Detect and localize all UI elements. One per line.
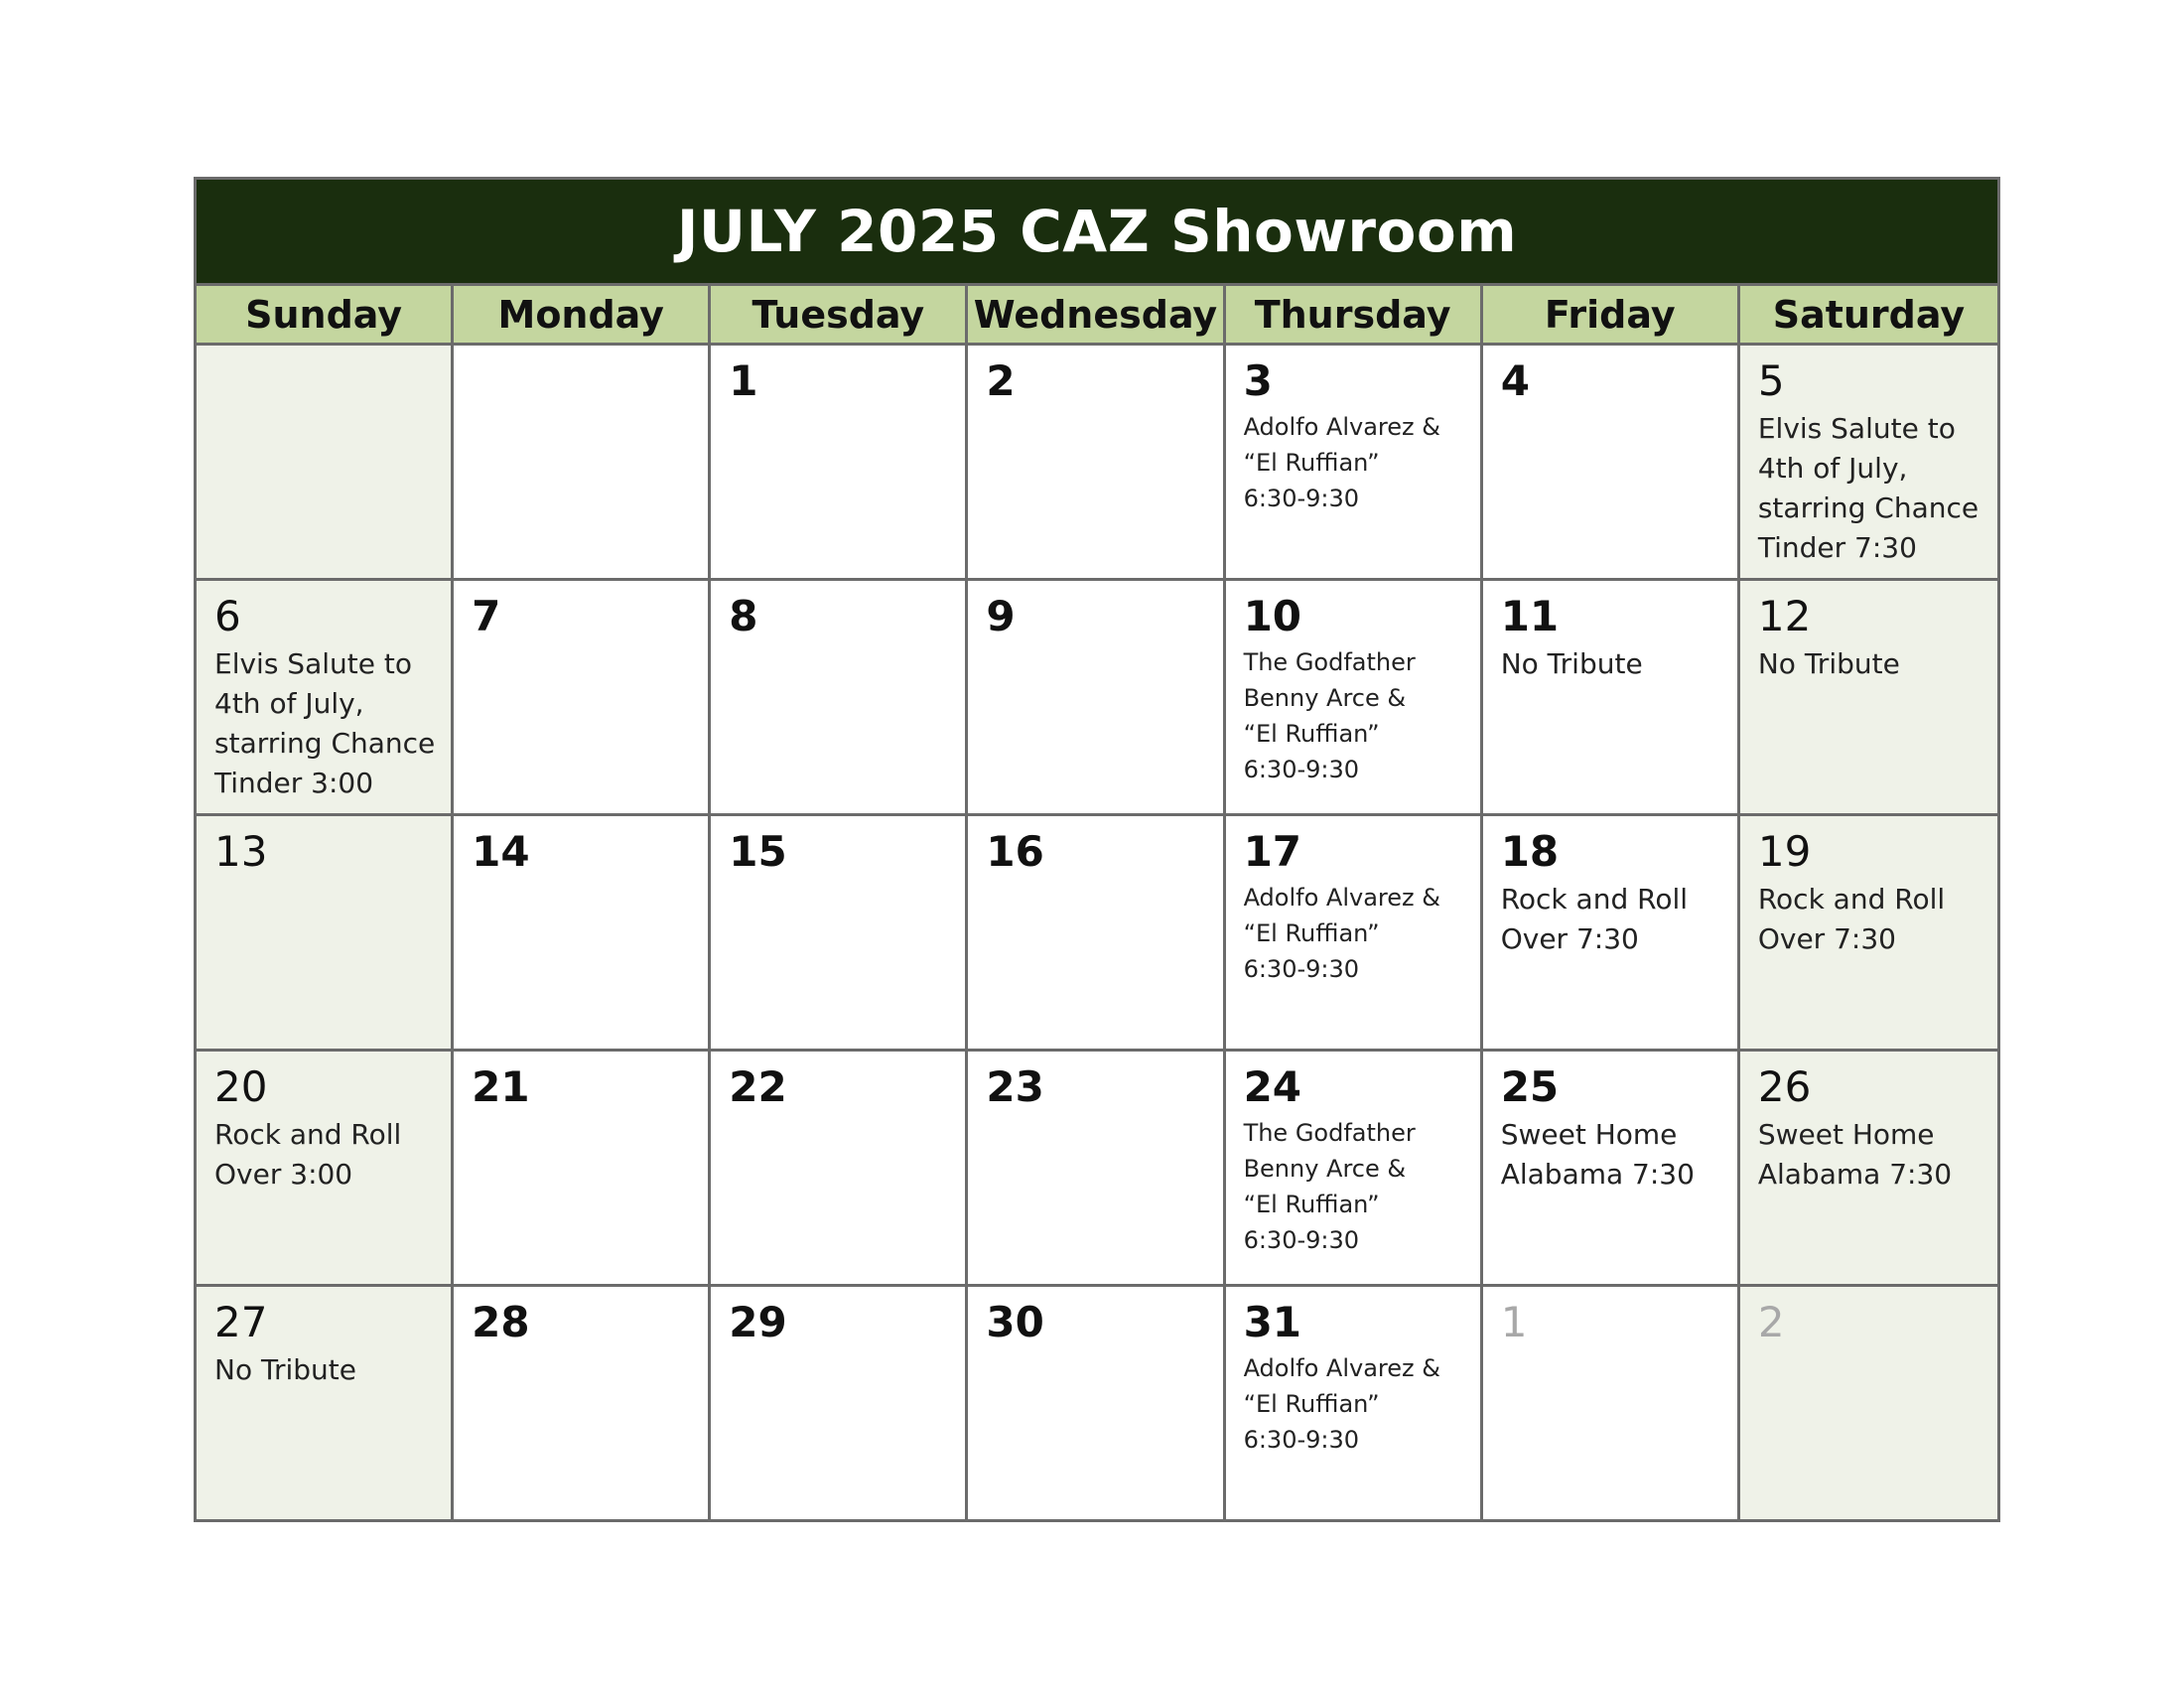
weekday-wednesday: Wednesday xyxy=(968,286,1225,343)
day-number: 22 xyxy=(729,1062,787,1111)
day-number: 16 xyxy=(986,827,1044,876)
day-cell-aug-2 xyxy=(1740,1287,1997,1519)
day-number: 9 xyxy=(986,592,1016,640)
day-event: Adolfo Alvarez & “El Ruffian” 6:30-9:30 xyxy=(1243,1354,1440,1454)
day-cell-jul-15 xyxy=(711,816,968,1049)
day-cell-jul-23 xyxy=(968,1052,1225,1284)
day-number: 7 xyxy=(472,592,501,640)
day-cell-jul-4 xyxy=(1483,346,1740,578)
day-event: No Tribute xyxy=(1500,647,1643,680)
weekday-monday: Monday xyxy=(454,286,711,343)
day-number: 13 xyxy=(214,827,268,876)
week-row-4 xyxy=(197,1052,1997,1287)
day-number: 2 xyxy=(986,356,1016,405)
day-cell-jul-11 xyxy=(1483,581,1740,813)
day-cell-jul-18 xyxy=(1483,816,1740,1049)
day-event: Elvis Salute to 4th of July, starring Chance Tinder 7:30 xyxy=(1757,412,1979,564)
day-cell-jul-9 xyxy=(968,581,1225,813)
day-number: 5 xyxy=(1757,356,1785,405)
weekday-sunday: Sunday xyxy=(197,286,454,343)
day-event: The Godfather Benny Arce & “El Ruffian” 6:30-9:30 xyxy=(1243,648,1416,783)
day-cell-jul-30 xyxy=(968,1287,1225,1519)
day-number: 3 xyxy=(1243,356,1273,405)
day-cell-jul-1 xyxy=(711,346,968,578)
day-cell-jul-10 xyxy=(1226,581,1483,813)
day-number: 4 xyxy=(1500,356,1530,405)
day-number: 28 xyxy=(472,1298,530,1346)
day-number: 26 xyxy=(1757,1062,1812,1111)
day-cell-empty xyxy=(454,346,711,578)
day-number: 27 xyxy=(214,1298,268,1346)
weekday-friday: Friday xyxy=(1483,286,1740,343)
day-cell-jul-12 xyxy=(1740,581,1997,813)
day-number: 6 xyxy=(214,592,241,640)
day-cell-jul-2 xyxy=(968,346,1225,578)
day-number: 15 xyxy=(729,827,787,876)
day-number: 17 xyxy=(1243,827,1302,876)
day-number: 21 xyxy=(472,1062,530,1111)
day-cell-jul-25 xyxy=(1483,1052,1740,1284)
day-number: 18 xyxy=(1500,827,1560,876)
day-cell-jul-16 xyxy=(968,816,1225,1049)
day-number: 19 xyxy=(1757,827,1812,876)
day-number: 31 xyxy=(1243,1298,1302,1346)
day-event: Adolfo Alvarez & “El Ruffian” 6:30-9:30 xyxy=(1243,413,1440,512)
calendar-title: JULY 2025 CAZ Showroom xyxy=(197,180,1997,286)
calendar xyxy=(194,177,2000,1522)
day-cell-empty xyxy=(197,346,454,578)
day-event: No Tribute xyxy=(1757,647,1900,680)
day-cell-aug-1 xyxy=(1483,1287,1740,1519)
week-row-5 xyxy=(197,1287,1997,1519)
day-cell-jul-19 xyxy=(1740,816,1997,1049)
day-number: 8 xyxy=(729,592,758,640)
weekday-header-row xyxy=(197,286,1997,346)
day-number: 12 xyxy=(1757,592,1812,640)
day-cell-jul-28 xyxy=(454,1287,711,1519)
day-number: 23 xyxy=(986,1062,1044,1111)
day-cell-jul-17 xyxy=(1226,816,1483,1049)
day-number: 30 xyxy=(986,1298,1044,1346)
day-cell-jul-5 xyxy=(1740,346,1997,578)
day-cell-jul-7 xyxy=(454,581,711,813)
day-cell-jul-14 xyxy=(454,816,711,1049)
weekday-saturday: Saturday xyxy=(1772,292,1966,337)
day-number: 1 xyxy=(729,356,758,405)
day-number: 10 xyxy=(1243,592,1302,640)
day-cell-jul-20 xyxy=(197,1052,454,1284)
day-event: Adolfo Alvarez & “El Ruffian” 6:30-9:30 xyxy=(1243,884,1440,983)
day-event: Rock and Roll Over 7:30 xyxy=(1757,883,1946,955)
day-event: No Tribute xyxy=(214,1353,356,1386)
week-row-1 xyxy=(197,346,1997,581)
day-cell-jul-22 xyxy=(711,1052,968,1284)
day-number: 25 xyxy=(1500,1062,1560,1111)
week-row-3 xyxy=(197,816,1997,1052)
day-cell-jul-27 xyxy=(197,1287,454,1519)
day-event: The Godfather Benny Arce & “El Ruffian” 6:30-9:30 xyxy=(1243,1119,1416,1254)
day-cell-jul-13 xyxy=(197,816,454,1049)
day-number: 24 xyxy=(1243,1062,1302,1111)
day-cell-jul-24 xyxy=(1226,1052,1483,1284)
day-cell-jul-26 xyxy=(1740,1052,1997,1284)
week-row-2 xyxy=(197,581,1997,816)
day-event: Sweet Home Alabama 7:30 xyxy=(1757,1118,1953,1191)
day-cell-jul-3 xyxy=(1226,346,1483,578)
day-event: Rock and Roll Over 3:00 xyxy=(214,1118,402,1191)
day-cell-jul-6 xyxy=(197,581,454,813)
day-number: 11 xyxy=(1500,592,1560,640)
day-event: Rock and Roll Over 7:30 xyxy=(1500,883,1689,955)
day-cell-jul-29 xyxy=(711,1287,968,1519)
day-number: 1 xyxy=(1500,1298,1528,1346)
weekday-thursday: Thursday xyxy=(1226,286,1483,343)
day-cell-jul-8 xyxy=(711,581,968,813)
day-number: 29 xyxy=(729,1298,787,1346)
day-number: 20 xyxy=(214,1062,268,1111)
day-number: 2 xyxy=(1757,1298,1785,1346)
weekday-tuesday: Tuesday xyxy=(711,286,968,343)
day-cell-jul-21 xyxy=(454,1052,711,1284)
day-event: Elvis Salute to 4th of July, starring Chance Tinder 3:00 xyxy=(214,647,436,799)
day-cell-jul-31 xyxy=(1226,1287,1483,1519)
day-number: 14 xyxy=(472,827,530,876)
day-event: Sweet Home Alabama 7:30 xyxy=(1500,1118,1695,1191)
